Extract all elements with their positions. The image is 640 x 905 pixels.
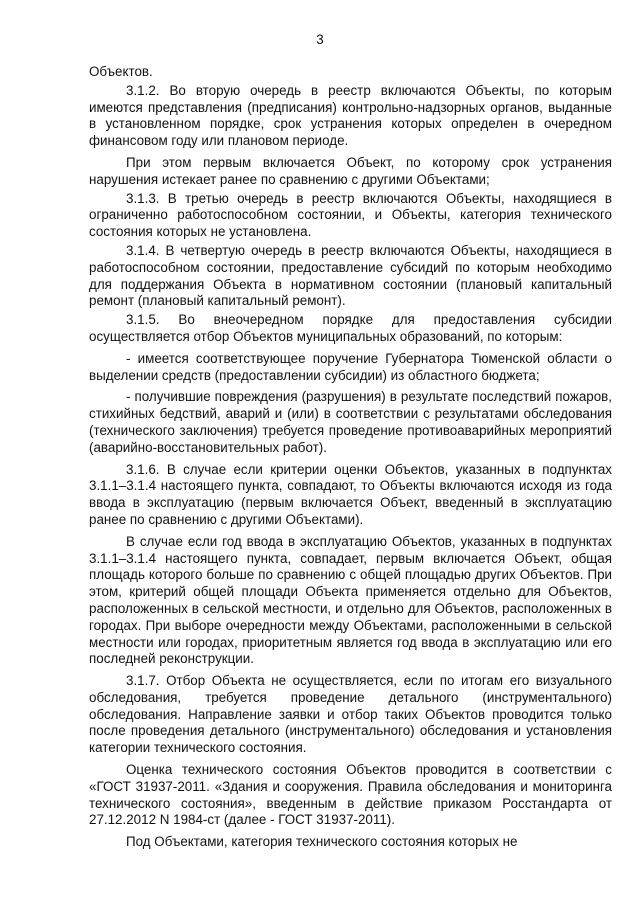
paragraph: 3.1.2. Во вторую очередь в реестр включаются Объекты, по которым имеются представления (предписания) контрольно-надзорных органов, выданные в установленном порядке, срок устранения которых определен в очередном финансовом году или плановом периоде. — [89, 82, 612, 149]
paragraph: - имеется соответствующее поручение Губернатора Тюменской области о выделении средств (предоставлении субсидии) из областного бюджета; — [89, 350, 612, 383]
paragraph: В случае если год ввода в эксплуатацию Объектов, указанных в подпунктах 3.1.1–3.1.4 настоящего пункта, совпадает, первым включается Объект, общая площадь которого больше по сравнению с общей площадью других Объектов. При этом, критерий общей площади Объекта применяется отдельно для Объектов, расположенных в сельской местности, и отдельно для Объектов, расположенных в городах. При выборе очередности между Объектами, расположенными в сельской местности или городах, приоритетным является год ввода в эксплуатацию или его последней реконструкции. — [89, 533, 612, 667]
paragraph: 3.1.5. Во внеочередном порядке для предоставления субсидии осуществляется отбор Объектов муниципальных образований, по которым: — [89, 312, 612, 344]
paragraph: 3.1.3. В третью очередь в реестр включаются Объекты, находящиеся в ограниченно работоспособном состоянии, и Объекты, категория технического состояния которых не установлена. — [89, 190, 612, 240]
paragraph: Объектов. — [89, 64, 153, 79]
document-body — [89, 64, 612, 853]
page-number: 3 — [316, 32, 324, 47]
paragraph: 3.1.4. В четвертую очередь в реестр включаются Объекты, находящиеся в работоспособном состоянии, предоставление субсидий по которым необходимо для поддержания Объекта в нормативном состоянии (плановый капитальный ремонт (плановый капитальный ремонт). — [89, 242, 612, 309]
paragraph: 3.1.6. В случае если критерии оценки Объектов, указанных в подпунктах 3.1.1–3.1.4 настоящего пункта, совпадают, то Объекты включаются исходя из года ввода в эксплуатацию (первым включается Объект, введенный в эксплуатацию ранее по сравнению с другими Объектами). — [89, 461, 612, 527]
paragraph: 3.1.7. Отбор Объекта не осуществляется, если по итогам его визуального обследования, требуется проведение детального (инструментального) обследования. Направление заявки и отбор таких Объектов проводится только после проведения детального (инструментального) обследования и установления категории технического состояния. — [89, 673, 612, 756]
paragraph: Под Объектами, категория технического состояния которых не — [126, 834, 518, 850]
paragraph: При этом первым включается Объект, по которому срок устранения нарушения истекает ранее по сравнению с другими Объектами; — [89, 154, 612, 187]
paragraph: Оценка технического состояния Объектов проводится в соответствии с «ГОСТ 31937-2011. «Здания и сооружения. Правила обследования и мониторинга технического состояния», введенным в действие приказом Росстандарта от 27.12.2012 N 1984-ст (далее - ГОСТ 31937-2011). — [89, 762, 612, 828]
paragraph: - получившие повреждения (разрушения) в результате последствий пожаров, стихийных бедствий, аварий и (или) в соответствии с результатами обследования (технического заключения) требуется проведение противоаварийных мероприятий (аварийно-восстановительных работ). — [89, 389, 612, 455]
